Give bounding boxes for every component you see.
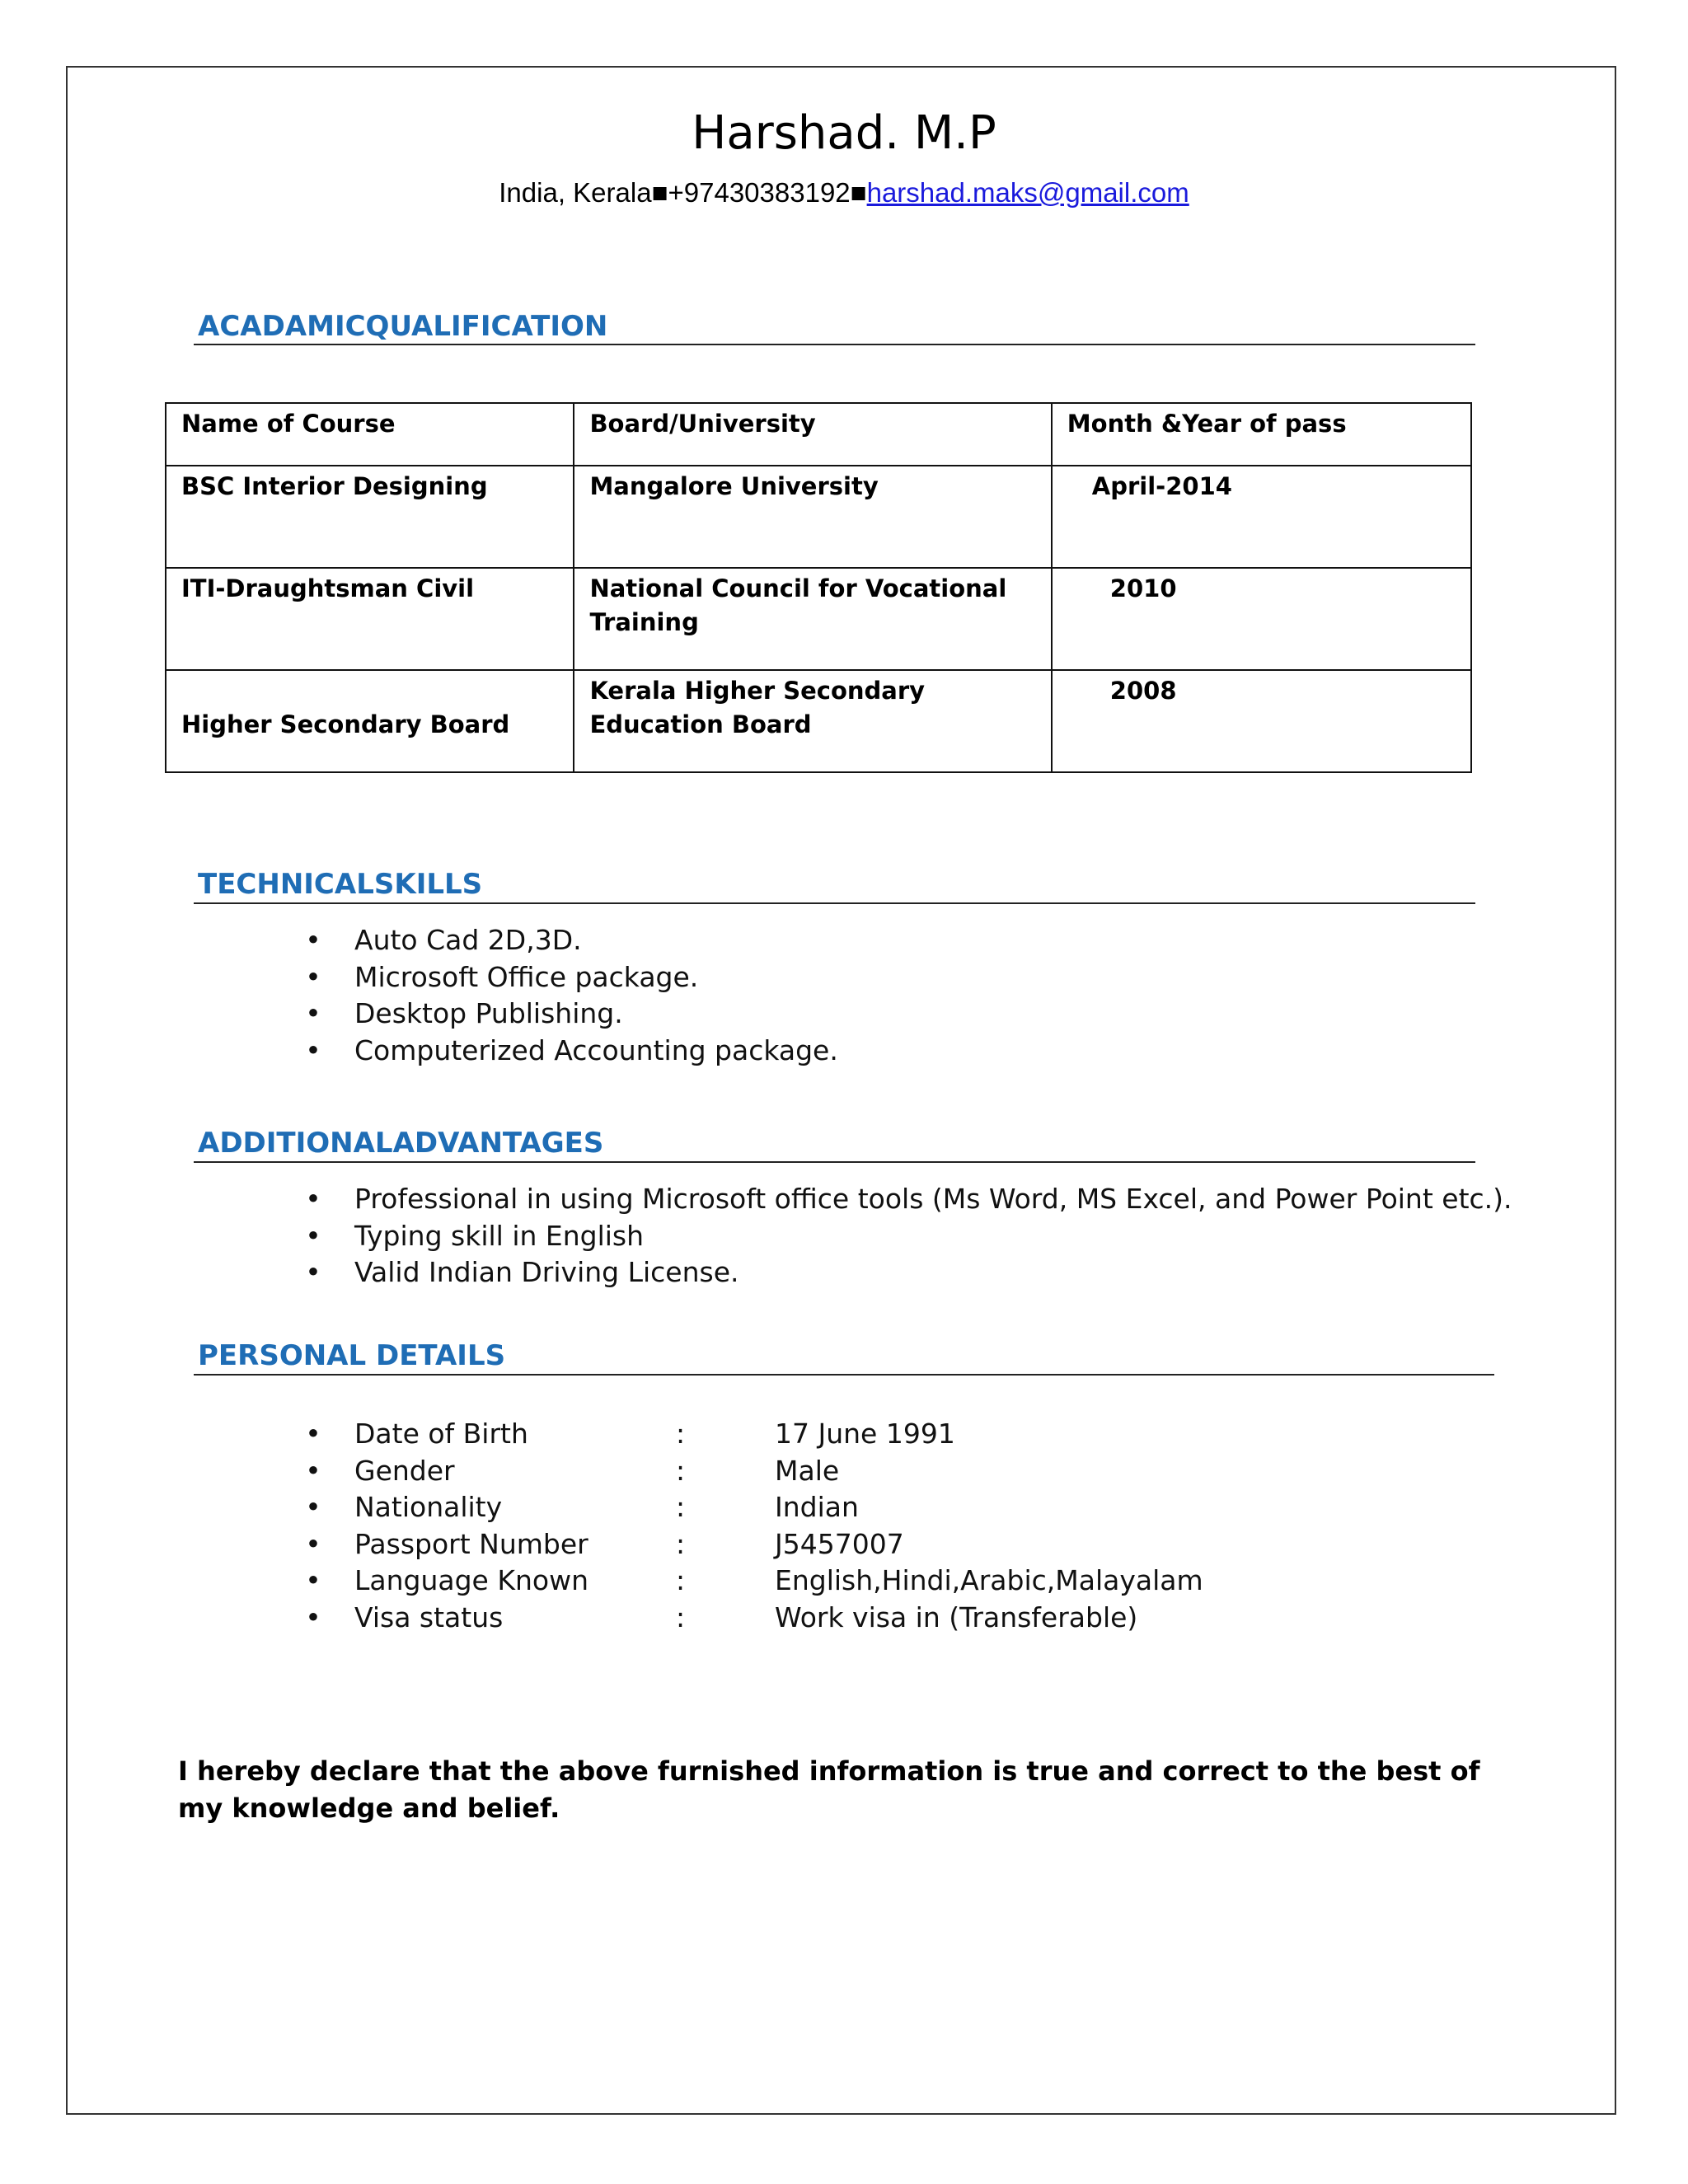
table-cell: April-2014 (1052, 466, 1471, 568)
table-cell: Higher Secondary Board (166, 670, 574, 772)
list-item: • Valid Indian Driving License. (305, 1254, 1512, 1291)
table-cell: National Council for Vocational Training (574, 568, 1051, 670)
detail-colon: : (676, 1454, 686, 1487)
detail-value: Indian (775, 1491, 859, 1523)
column-header: Name of Course (166, 403, 574, 466)
list-item: • Typing skill in English (305, 1218, 1512, 1255)
list-item: • Professional in using Microsoft office tools (Ms Word, MS Excel, and Power Point etc.). (305, 1181, 1512, 1218)
column-header: Month &Year of pass (1052, 403, 1471, 466)
academics-table (165, 402, 1472, 773)
list-item: • Microsoft Office package. (305, 959, 838, 996)
section-divider (194, 1374, 1494, 1376)
location-text: India, Kerala (499, 177, 652, 208)
section-heading-personal-details: PERSONAL DETAILS (198, 1339, 506, 1372)
list-item (305, 1563, 1203, 1600)
bullet-icon: • (305, 1564, 321, 1596)
column-header: Board/University (574, 403, 1051, 466)
bullet-icon: • (305, 1527, 321, 1560)
bullet-icon: • (305, 1033, 321, 1066)
section-divider (194, 344, 1475, 345)
table-row (166, 466, 1471, 568)
detail-colon: : (676, 1601, 686, 1633)
table-header-row (166, 403, 1471, 466)
table-cell: 2010 (1052, 568, 1471, 670)
list-item: • Desktop Publishing. (305, 996, 838, 1033)
declaration-text: I hereby declare that the above furnished information is true and correct to the best of my knowledge and belief. (178, 1755, 1480, 1824)
table-cell: ITI-Draughtsman Civil (166, 568, 574, 670)
separator-square-icon: ■ (850, 177, 867, 208)
detail-label: Visa status (354, 1601, 504, 1633)
bullet-icon: • (305, 1219, 321, 1252)
bullet-icon: • (305, 1256, 321, 1288)
email-link[interactable]: harshad.maks@gmail.com (866, 177, 1189, 208)
table-cell: Kerala Higher Secondary Education Board (574, 670, 1051, 772)
bullet-icon: • (305, 1418, 321, 1450)
detail-colon: : (676, 1564, 686, 1596)
additional-advantages-list (305, 1181, 1512, 1291)
detail-colon: : (676, 1418, 686, 1450)
detail-value: J5457007 (775, 1527, 904, 1560)
table-cell: 2008 (1052, 670, 1471, 772)
personal-details-list (305, 1416, 1203, 1636)
detail-label: Language Known (354, 1564, 588, 1596)
detail-label: Passport Number (354, 1527, 588, 1560)
section-heading-additional-advantages: ADDITIONALADVANTAGES (198, 1127, 604, 1160)
bullet-icon: • (305, 960, 321, 993)
separator-square-icon: ■ (651, 177, 668, 208)
detail-value: Work visa in (Transferable) (775, 1601, 1138, 1633)
bullet-icon: • (305, 1183, 321, 1215)
list-item (305, 1453, 1203, 1490)
detail-colon: : (676, 1527, 686, 1560)
table-row (166, 670, 1471, 772)
detail-colon: : (676, 1491, 686, 1523)
section-heading-academics: ACADAMICQUALIFICATION (198, 310, 608, 343)
detail-value: Male (775, 1454, 840, 1487)
list-item (305, 1489, 1203, 1526)
detail-value: English,Hindi,Arabic,Malayalam (775, 1564, 1203, 1596)
table-cell: Mangalore University (574, 466, 1051, 568)
phone-text: +97430383192 (668, 177, 851, 208)
bullet-icon: • (305, 924, 321, 956)
detail-label: Date of Birth (354, 1418, 528, 1450)
list-item (305, 1600, 1203, 1637)
list-item (305, 1416, 1203, 1453)
detail-label: Nationality (354, 1491, 503, 1523)
contact-line (0, 175, 1688, 211)
section-heading-technical-skills: TECHNICALSKILLS (198, 868, 483, 901)
bullet-icon: • (305, 997, 321, 1029)
detail-label: Gender (354, 1454, 455, 1487)
table-row (166, 568, 1471, 670)
list-item (305, 1526, 1203, 1563)
list-item: • Auto Cad 2D,3D. (305, 922, 838, 959)
detail-value: 17 June 1991 (775, 1418, 955, 1450)
bullet-icon: • (305, 1601, 321, 1633)
list-item: • Computerized Accounting package. (305, 1033, 838, 1070)
technical-skills-list (305, 922, 838, 1069)
section-divider (194, 1161, 1475, 1163)
section-divider (194, 902, 1475, 904)
table-cell: BSC Interior Designing (166, 466, 574, 568)
candidate-name: Harshad. M.P (692, 106, 996, 160)
bullet-icon: • (305, 1454, 321, 1487)
bullet-icon: • (305, 1491, 321, 1523)
